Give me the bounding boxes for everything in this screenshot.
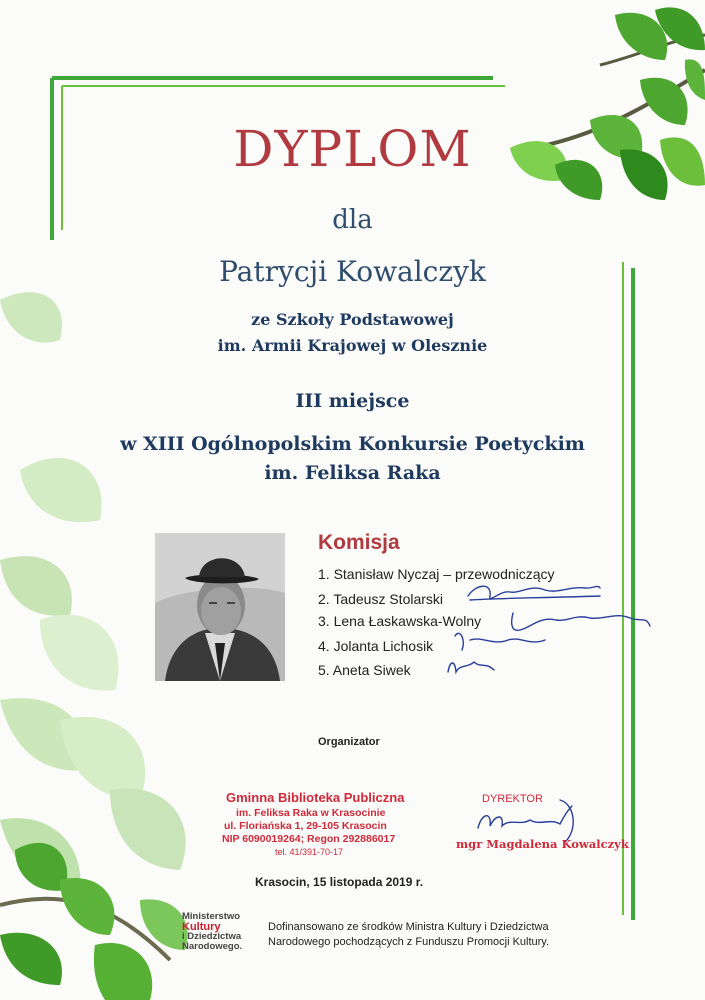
recipient-name: Patrycji Kowalczyk (219, 255, 486, 288)
school-line-1: ze Szkoły Podstawowej (251, 310, 454, 329)
committee-member: 1. Stanisław Nyczaj – przewodniczący (318, 566, 555, 582)
ministry-logo-line3: i Dziedzictwa (182, 931, 242, 942)
contest-line-1: w XIII Ogólnopolskim Konkursie Poetyckim (120, 433, 585, 455)
committee-member: 5. Aneta Siwek (318, 662, 411, 678)
stamp-phone: tel. 41/391-70-17 (275, 847, 344, 857)
committee-member: 2. Tadeusz Stolarski (318, 591, 444, 607)
ministry-logo-line4: Narodowego. (182, 941, 243, 952)
organizer-label: Organizator (318, 736, 380, 748)
stamp-library-patron: im. Feliksa Raka w Krasocinie (236, 807, 386, 819)
funding-note-line-2: Narodowego pochodzących z Funduszu Promocji Kultury. (268, 936, 550, 948)
school-line-2: im. Armii Krajowej w Olesznie (217, 336, 488, 355)
committee-member: 3. Lena Łaskawska-Wolny (318, 613, 482, 629)
director-name: mgr Magdalena Kowalczyk (456, 837, 629, 851)
issue-date: Krasocin, 15 listopada 2019 r. (255, 875, 424, 889)
stamp-tax-ids: NIP 6090019264; Regon 292886017 (222, 833, 396, 845)
ministry-logo (182, 912, 242, 952)
award-place: III miejsce (295, 390, 410, 412)
contest-line-2: im. Feliksa Raka (264, 462, 441, 484)
director-title: DYREKTOR (482, 793, 543, 805)
diploma-title: DYPLOM (233, 120, 472, 178)
committee-heading: Komisja (318, 531, 400, 554)
ministry-logo-line1: Ministerstwo (182, 911, 241, 922)
stamp-library-name: Gminna Biblioteka Publiczna (226, 790, 405, 805)
funding-note-line-1: Dofinansowano ze środków Ministra Kultury i Dziedzictwa (268, 921, 549, 933)
committee-member: 4. Jolanta Lichosik (318, 638, 434, 654)
for-label: dla (332, 205, 373, 235)
stamp-address: ul. Floriańska 1, 29-105 Krasocin (224, 820, 387, 832)
ministry-logo-line2: Kultury (182, 921, 221, 933)
